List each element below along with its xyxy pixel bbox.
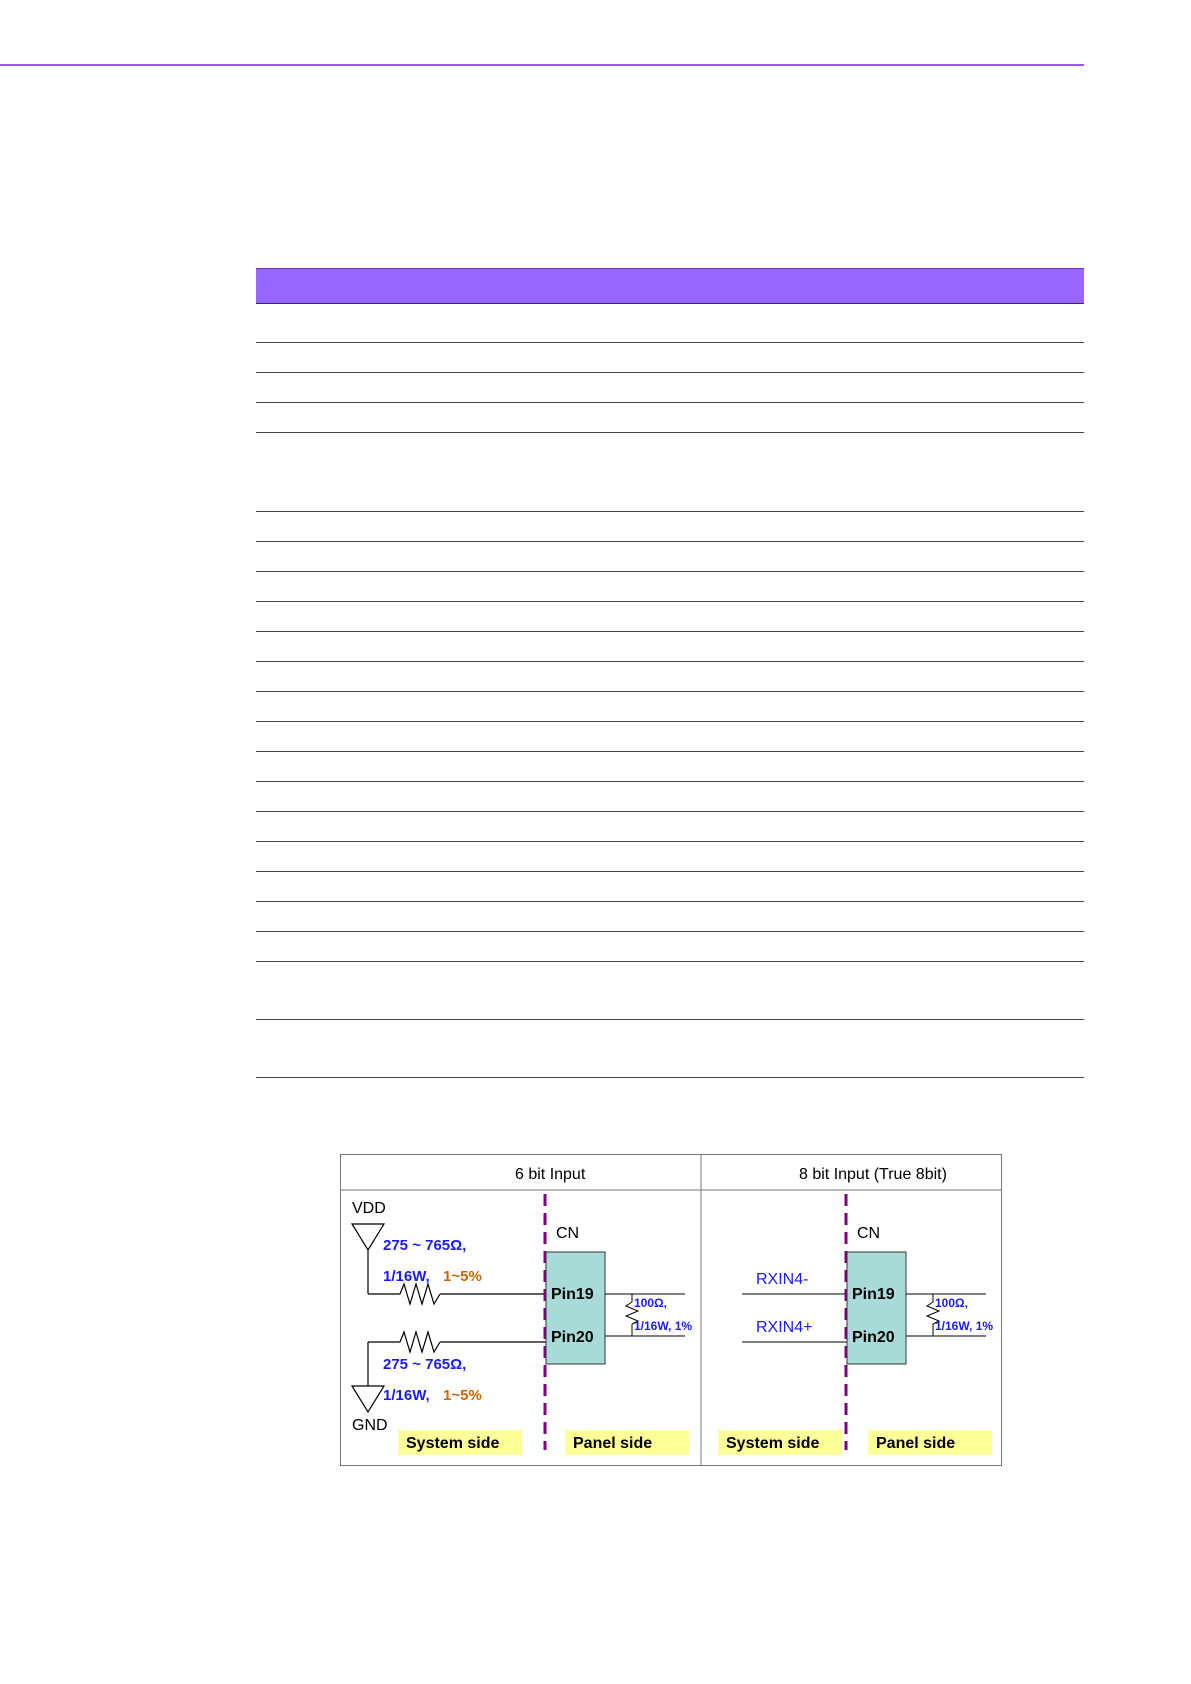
left-term-spec: 1/16W, 1% xyxy=(634,1319,693,1333)
pull-down-value: 275 ~ 765Ω, xyxy=(383,1356,467,1373)
table-row xyxy=(256,373,1084,403)
right-term-spec: 1/16W, 1% xyxy=(935,1319,994,1333)
vdd-label: VDD xyxy=(352,1200,386,1217)
table-row xyxy=(256,872,1084,902)
right-system-side-label: System side xyxy=(726,1435,820,1452)
table-row xyxy=(256,902,1084,932)
table-row xyxy=(256,403,1084,433)
vdd-symbol xyxy=(352,1224,384,1250)
rxin4-plus-label: RXIN4+ xyxy=(756,1319,813,1336)
table-row xyxy=(256,572,1084,602)
pull-down-resistor xyxy=(400,1332,440,1352)
table-row xyxy=(256,512,1084,542)
table-row xyxy=(256,632,1084,662)
left-pin19: Pin19 xyxy=(551,1286,594,1303)
table-row xyxy=(256,812,1084,842)
gnd-label: GND xyxy=(352,1417,388,1434)
table-row xyxy=(256,782,1084,812)
right-pin20: Pin20 xyxy=(852,1329,895,1346)
right-term-value: 100Ω, xyxy=(935,1296,968,1310)
table-row xyxy=(256,932,1084,962)
table-row xyxy=(256,602,1084,632)
right-panel-side-label: Panel side xyxy=(876,1435,956,1452)
table-row xyxy=(256,1020,1084,1078)
lvds-input-figure xyxy=(340,1154,1002,1466)
table-row xyxy=(256,692,1084,722)
rxin4-minus-label: RXIN4- xyxy=(756,1271,809,1288)
pin-table xyxy=(256,268,1084,1078)
left-panel-title: 6 bit Input xyxy=(515,1166,586,1183)
pull-up-power: 1/16W, xyxy=(383,1268,430,1285)
left-cn-label: CN xyxy=(556,1225,580,1242)
table-body xyxy=(256,304,1084,1078)
pull-up-value: 275 ~ 765Ω, xyxy=(383,1237,467,1254)
right-pin19: Pin19 xyxy=(852,1286,895,1303)
table-header xyxy=(256,268,1084,304)
left-pin20: Pin20 xyxy=(551,1329,594,1346)
table-row xyxy=(256,842,1084,872)
table-row xyxy=(256,433,1084,512)
left-system-side-label: System side xyxy=(406,1435,500,1452)
left-panel-side-label: Panel side xyxy=(573,1435,653,1452)
gnd-symbol xyxy=(352,1386,384,1412)
right-panel-title: 8 bit Input (True 8bit) xyxy=(799,1166,947,1183)
left-term-value: 100Ω, xyxy=(634,1296,667,1310)
lvds-diagram xyxy=(340,1154,1002,1466)
table-row xyxy=(256,752,1084,782)
table-row xyxy=(256,962,1084,1020)
right-connector xyxy=(847,1252,906,1364)
left-connector xyxy=(546,1252,605,1364)
header-rule xyxy=(0,64,1084,66)
pull-up-resistor xyxy=(400,1284,440,1304)
pull-down-tolerance: 1~5% xyxy=(443,1387,482,1404)
right-cn-label: CN xyxy=(857,1225,881,1242)
pull-down-power: 1/16W, xyxy=(383,1387,430,1404)
table-row xyxy=(256,722,1084,752)
pull-up-tolerance: 1~5% xyxy=(443,1268,482,1285)
table-row xyxy=(256,343,1084,373)
table-row xyxy=(256,304,1084,343)
table-row xyxy=(256,662,1084,692)
table-row xyxy=(256,542,1084,572)
